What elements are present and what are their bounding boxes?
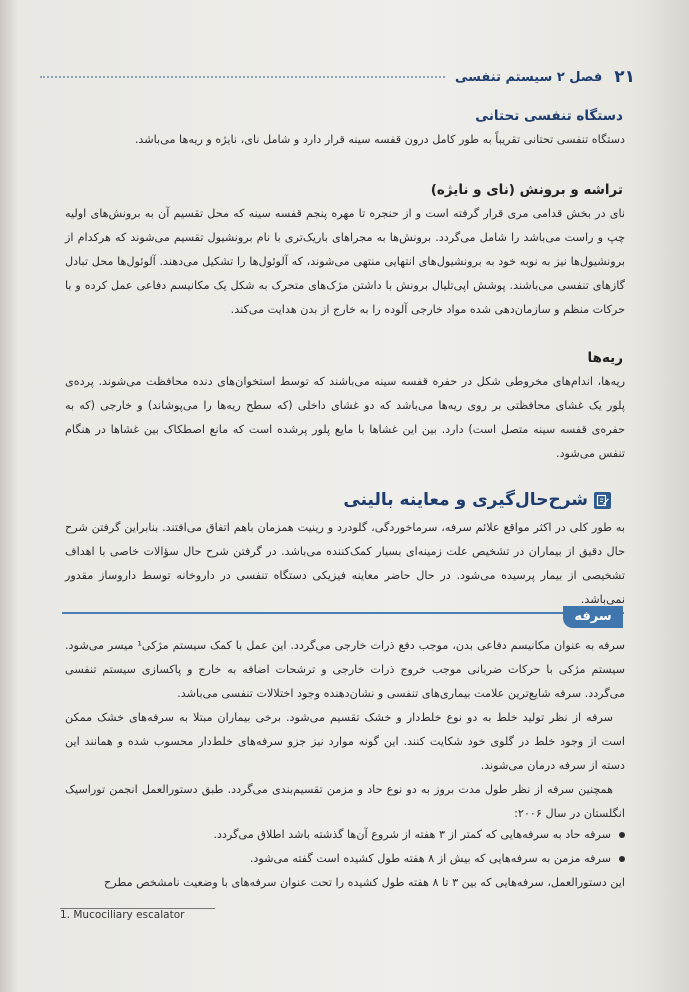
note-edit-icon <box>594 492 611 509</box>
paragraph-cough-defense: سرفه به عنوان مکانیسم دفاعی بدن، موجب دفع ذرات خارجی می‌گردد. این عمل با کمک سیستم مژکی¹ میسر می‌شود. سیستم مژکی با حرکات ضربانی موجب خروج ذرات خارجی و ترشحات اضافه به خارج و پاکسازی سیستم تنفسی می‌گردد. سرفه شایع‌ترین علامت بیماری‌های تنفسی و نشان‌دهنده وجود اختلالات تنفسی می‌باشد. <box>65 639 625 700</box>
chapter-title: فصل ۲ سیستم تنفسی <box>455 69 603 85</box>
running-header <box>30 66 635 88</box>
paragraph-cough-guideline: این دستورالعمل، سرفه‌هایی که بین ۳ تا ۸ هفته طول کشیده را تحت عنوان سرفه‌های با وضعیت نامشخص مطرح <box>104 876 625 889</box>
heading-trachea-bronchi: تراشه و برونش (نای و نایژه) <box>430 182 623 198</box>
paragraph-cough-sputum: سرفه از نظر تولید خلط به دو نوع خلط‌دار و خشک تقسیم می‌شود. برخی بیماران مبتلا به سرفه‌های خشک ممکن است از وجود خلط در گلوی خود شکایت کنند. این گونه موارد نیز جزو سرفه‌های خلط‌دار محسوب شده و همانند این دسته از سرفه درمان می‌شوند. <box>65 711 625 772</box>
list-item: سرفه حاد به سرفه‌هایی که کمتر از ۳ هفته از شروع آن‌ها گذشته باشد اطلاق می‌گردد. <box>65 823 625 847</box>
paragraph-trachea-bronchi: نای در بخش قدامی مری قرار گرفته است و از حنجره تا مهره پنجم قفسه سینه که محل تقسیم آن به برونش‌های اولیه چپ و راست می‌باشد را شامل می‌گردد. برونش‌ها به مجراهای باریک‌تری با نام برونشیول تقسیم می‌شوند که هرکدام از برونشیول‌ها نیز به نوبه خود به برونشیول‌های انتهایی منتهی می‌شوند، که آلوئول‌ها را تشکیل می‌دهند. آلوئول‌ها محل تبادل گازهای تنفسی می‌باشند. پوشش اپی‌تلیال برونش با داشتن مژک‌های متحرک به شکل یک مکانیسم دفاعی عمل کرده و با حرکات منظم و سازمان‌دهی شده مواد خارجی آلوده را به خارج از بدن هدایت می‌کند. <box>65 207 625 316</box>
paragraph-lower-respiratory: دستگاه تنفسی تحتانی تقریباً به طور کامل درون قفسه سینه قرار دارد و شامل نای، نایژه و ریه‌ها می‌باشد. <box>134 133 625 146</box>
history-section-title: شرح‌حال‌گیری و معاینه بالینی <box>343 490 588 510</box>
paragraph-lungs: ریه‌ها، اندام‌های مخروطی شکل در حفره قفسه سینه می‌باشند که توسط استخوان‌های دنده محافظت می‌شوند. پرده‌ی پلور یک غشای محافظتی بر روی ریه‌ها می‌باشد که دو غشای داخلی (که سطح ریه‌ها را می‌پوشاند) و خارجی (که به حفره‌ی قفسه سینه متصل است) دارد. بین این غشاها با مایع پلور پرشده است که مانع اصطکاک بین غشاها در هنگام تنفس می‌شود. <box>65 375 625 460</box>
cough-section-label: سرفه <box>563 606 623 628</box>
cough-section-rule <box>62 612 624 614</box>
page-number: ۲۱ <box>614 67 635 87</box>
heading-lungs: ریه‌ها <box>587 350 623 366</box>
cough-duration-list <box>65 823 625 871</box>
paragraph-cough-duration: همچنین سرفه از نظر طول مدت بروز به دو نوع حاد و مزمن تقسیم‌بندی می‌گردد. طبق دستورالعمل انجمن توراسیک انگلستان در سال ۲۰۰۶: <box>65 783 625 820</box>
header-rule <box>40 76 445 78</box>
paragraph-history: به طور کلی در اکثر مواقع علائم سرفه، سرماخوردگی، گلودرد و رینیت همزمان باهم اتفاق می‌افتند. بنابراین گرفتن شرح حال دقیق از بیماران در تشخیص علت زمینه‌ای بسیار کمک‌کننده می‌باشد. در گرفتن شرح حال سؤالات خاصی با اهداف تشخیصی از بیمار پرسیده می‌شود. در حال حاضر معاینه فیزیکی دستگاه تنفسی در داروخانه توسط داروساز مقدور نمی‌باشد. <box>65 521 625 606</box>
bullet-icon <box>619 856 625 862</box>
list-item: سرفه مزمن به سرفه‌هایی که بیش از ۸ هفته طول کشیده است گفته می‌شود. <box>65 847 625 871</box>
bullet-icon <box>619 832 625 838</box>
heading-lower-respiratory: دستگاه تنفسی تحتانی <box>475 108 623 124</box>
footnote: 1. Mucociliary escalator <box>60 909 185 921</box>
history-section-heading <box>343 490 611 510</box>
